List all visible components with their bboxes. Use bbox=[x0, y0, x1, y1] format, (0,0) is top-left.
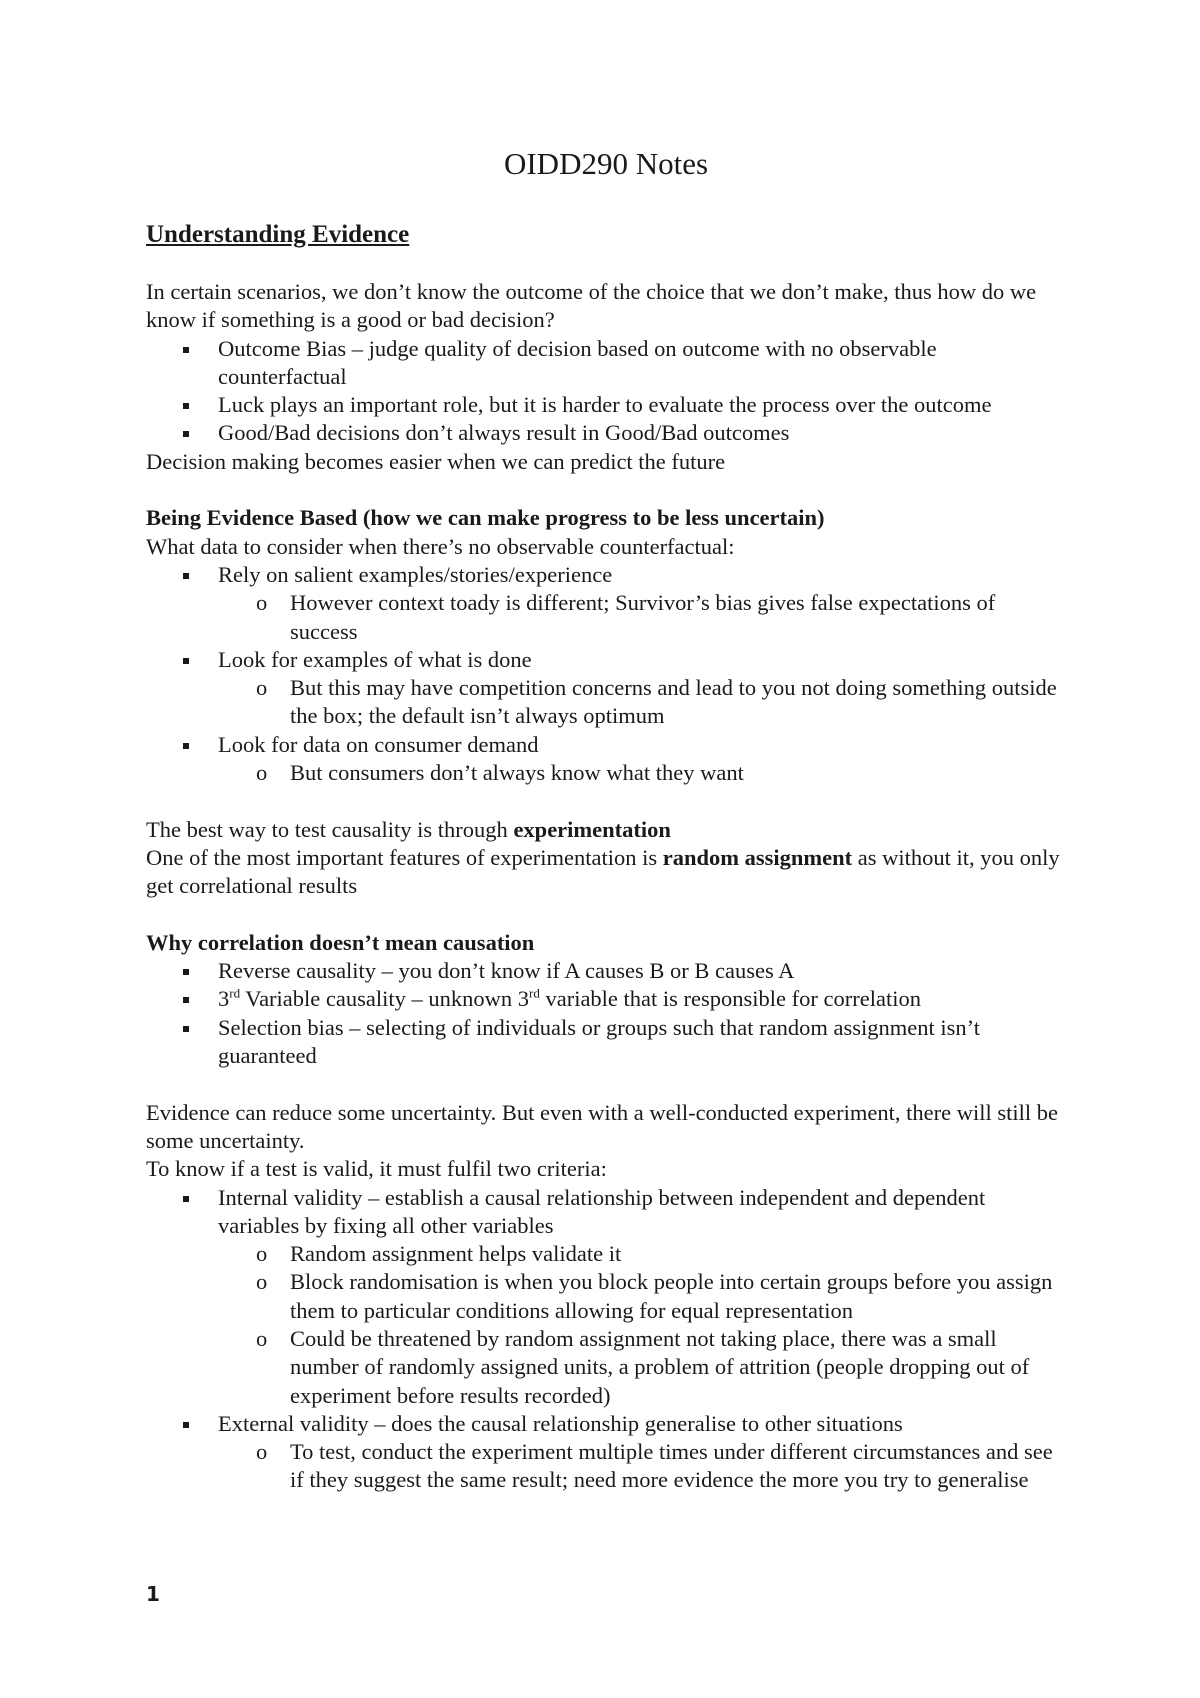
evidence-based-lead: What data to consider when there’s no observable counterfactual: bbox=[146, 533, 735, 559]
uncertainty-paragraph: Evidence can reduce some uncertainty. But even with a well-conducted experiment, there will still be some uncertainty. bbox=[146, 1099, 1058, 1153]
sub-list-item: o Random assignment helps validate it bbox=[290, 1240, 1066, 1268]
list-item: Rely on salient examples/stories/experience o However context toady is different; Survivor’s bias gives false expectations of success bbox=[146, 561, 1066, 646]
intro-bullet-list bbox=[146, 335, 1066, 448]
sub-list-item: o However context toady is different; Survivor’s bias gives false expectations of success bbox=[290, 589, 1066, 646]
list-item: Outcome Bias – judge quality of decision based on outcome with no observable counterfactual bbox=[146, 335, 1066, 392]
correlation-bullet-list bbox=[146, 957, 1066, 1070]
list-item: Selection bias – selecting of individuals or groups such that random assignment isn’t guaranteed bbox=[146, 1014, 1066, 1071]
experimentation-line: The best way to test causality is through experimentation bbox=[146, 816, 671, 842]
random-assignment-line: One of the most important features of experimentation is random assignment as without it, you only get correlational results bbox=[146, 844, 1060, 899]
sub-list-item: o But consumers don’t always know what they want bbox=[290, 759, 1066, 787]
list-item: Reverse causality – you don’t know if A causes B or B causes A bbox=[146, 957, 1066, 985]
evidence-bullet-list bbox=[146, 561, 1066, 787]
list-item: Luck plays an important role, but it is harder to evaluate the process over the outcome bbox=[146, 391, 1066, 419]
sub-list-item: o Block randomisation is when you block people into certain groups before you assign them to particular conditions allowing for equal representation bbox=[290, 1268, 1066, 1325]
list-item: Internal validity – establish a causal relationship between independent and dependent variables by fixing all other variables o Random assignment helps validate it o Block randomisation is when you block people into certain groups before you assign them to particular conditions allowing for equal representation o Could be threatened by random assignment not taking place, there was a small number of randomly assigned units, a problem of attrition (people dropping out of experiment before results recorded) bbox=[146, 1184, 1066, 1410]
page-title: OIDD290 Notes bbox=[503, 146, 709, 181]
intro-closing: Decision making becomes easier when we can predict the future bbox=[146, 448, 726, 474]
list-item: Look for examples of what is done o But this may have competition concerns and lead to you not doing something outside the box; the default isn’t always optimum bbox=[146, 646, 1066, 731]
list-item: Good/Bad decisions don’t always result in Good/Bad outcomes bbox=[146, 419, 1066, 447]
sub-list-item: o But this may have competition concerns and lead to you not doing something outside the box; the default isn’t always optimum bbox=[290, 674, 1066, 731]
evidence-based-heading: Being Evidence Based (how we can make progress to be less uncertain) bbox=[146, 505, 825, 531]
intro-paragraph: In certain scenarios, we don’t know the outcome of the choice that we don’t make, thus how do we know if something is a good or bad decision? bbox=[146, 279, 1037, 333]
sub-list-item: o To test, conduct the experiment multiple times under different circumstances and see if they suggest the same result; need more evidence the more you try to generalise bbox=[290, 1438, 1066, 1495]
section-heading: Understanding Evidence bbox=[146, 221, 410, 248]
sub-list-item: o Could be threatened by random assignment not taking place, there was a small number of randomly assigned units, a problem of attrition (people dropping out of experiment before results recorded) bbox=[290, 1325, 1066, 1410]
criteria-lead: To know if a test is valid, it must fulfil two criteria: bbox=[146, 1156, 607, 1182]
page-content bbox=[146, 146, 1066, 1495]
validity-bullet-list bbox=[146, 1184, 1066, 1495]
correlation-heading: Why correlation doesn’t mean causation bbox=[146, 929, 535, 955]
list-item: Look for data on consumer demand o But consumers don’t always know what they want bbox=[146, 731, 1066, 788]
page-number: 1 bbox=[146, 1582, 160, 1606]
list-item: 3rd Variable causality – unknown 3rd variable that is responsible for correlation bbox=[146, 985, 1066, 1013]
list-item: External validity – does the causal relationship generalise to other situations o To test, conduct the experiment multiple times under different circumstances and see if they suggest the same result; need more evidence the more you try to generalise bbox=[146, 1410, 1066, 1495]
